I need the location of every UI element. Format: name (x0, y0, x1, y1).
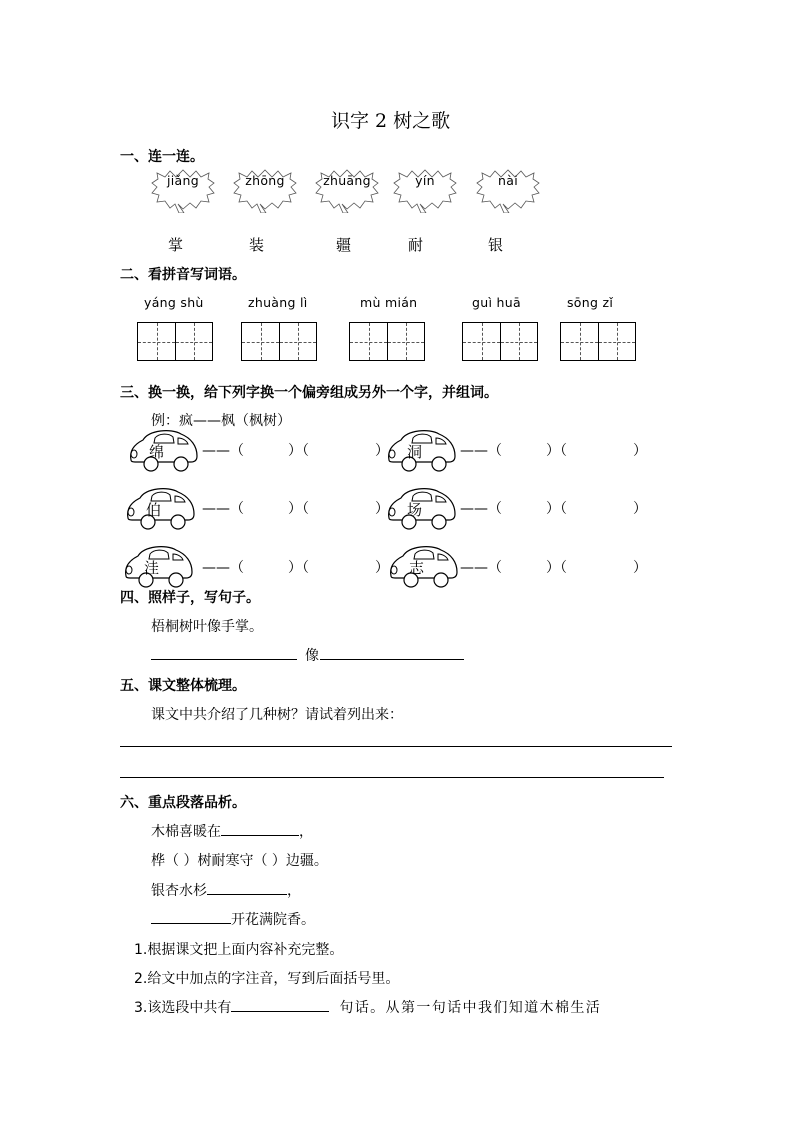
answer-blank[interactable]: ——（ ）（ ） (460, 560, 647, 576)
fill-blank[interactable] (221, 821, 299, 836)
pinyin-prompt: yáng shù (144, 295, 204, 310)
pinyin-prompt: sōng zǐ (567, 295, 614, 310)
car-card (383, 424, 461, 474)
pinyin-label: zhōng (245, 173, 285, 188)
page-title: 识字 2 树之歌 (331, 110, 451, 132)
car-char: 场 (407, 501, 423, 519)
leaf-card (148, 169, 218, 213)
pinyin-label: jiǎng (167, 173, 199, 188)
char-option[interactable]: 掌 (168, 236, 184, 254)
fill-blank[interactable] (231, 997, 329, 1012)
writing-grid[interactable] (462, 322, 538, 361)
leaf-card (230, 169, 300, 213)
car-card (383, 482, 461, 532)
char-option[interactable]: 耐 (408, 236, 424, 254)
writing-grid[interactable] (241, 322, 317, 361)
answer-blank[interactable]: ——（ ）（ ） (202, 443, 389, 459)
passage-line: 银杏水杉 ， (151, 880, 301, 900)
car-char: 志 (409, 559, 425, 577)
section-4-heading: 四、照样子，写句子。 (120, 590, 260, 606)
fill-blank[interactable] (151, 909, 231, 924)
section-2-heading: 二、看拼音写词语。 (120, 267, 246, 283)
passage-line: 桦（ ）树耐寒守（ ）边疆。 (151, 853, 328, 869)
answer-blank[interactable]: ——（ ）（ ） (460, 501, 647, 517)
pinyin-prompt: zhuàng lì (248, 295, 308, 310)
question-1: 1.根据课文把上面内容补充完整。 (134, 942, 344, 958)
section-6-heading: 六、重点段落品析。 (120, 795, 246, 811)
writing-grid[interactable] (137, 322, 213, 361)
car-char: 绵 (149, 443, 165, 461)
section-3-heading: 三、换一换，给下列字换一个偏旁组成另外一个字，并组词。 (120, 385, 498, 401)
writing-grid[interactable] (560, 322, 636, 361)
char-option[interactable]: 装 (249, 236, 265, 254)
char-option[interactable]: 疆 (336, 236, 352, 254)
char-option[interactable]: 银 (488, 236, 504, 254)
car-card (125, 424, 203, 474)
pinyin-label: yín (415, 173, 435, 188)
leaf-card (473, 169, 543, 213)
answer-blank[interactable]: ——（ ）（ ） (460, 443, 647, 459)
car-card (120, 540, 198, 590)
car-card (385, 540, 463, 590)
answer-line[interactable] (320, 659, 464, 660)
section-1-heading: 一、连一连。 (120, 149, 204, 165)
car-card (122, 482, 200, 532)
example-sentence: 梧桐树叶像手掌。 (151, 619, 263, 635)
passage-line: 木棉喜暖在 ， (151, 821, 313, 841)
writing-grid[interactable] (349, 322, 425, 361)
car-char: 洞 (407, 443, 423, 461)
answer-line[interactable] (120, 746, 672, 747)
answer-blank[interactable]: ——（ ）（ ） (202, 501, 389, 517)
pinyin-label: nài (498, 173, 518, 188)
pinyin-label: zhuāng (323, 173, 371, 188)
answer-line[interactable] (120, 777, 664, 778)
passage-line: 开花满院香。 (151, 909, 315, 929)
answer-blank[interactable]: ——（ ）（ ） (202, 560, 389, 576)
sentence-connector: 像 (305, 648, 319, 664)
pinyin-prompt: mù mián (360, 295, 418, 310)
question-2: 2.给文中加点的字注音，写到后面括号里。 (134, 971, 400, 987)
answer-line[interactable] (151, 659, 297, 660)
question-3: 3.该选段中共有 句话。从第一句话中我们知道木棉生活 (134, 997, 601, 1017)
section-5-heading: 五、课文整体梳理。 (120, 678, 246, 694)
example-text: 例：疯——枫（枫树） (151, 413, 291, 429)
car-char: 洼 (144, 559, 160, 577)
leaf-card (390, 169, 460, 213)
question-text: 课文中共介绍了几种树？请试着列出来： (151, 707, 403, 723)
leaf-card (312, 169, 382, 213)
car-char: 伯 (146, 501, 162, 519)
pinyin-prompt: guì huā (472, 295, 521, 310)
fill-blank[interactable] (207, 880, 287, 895)
